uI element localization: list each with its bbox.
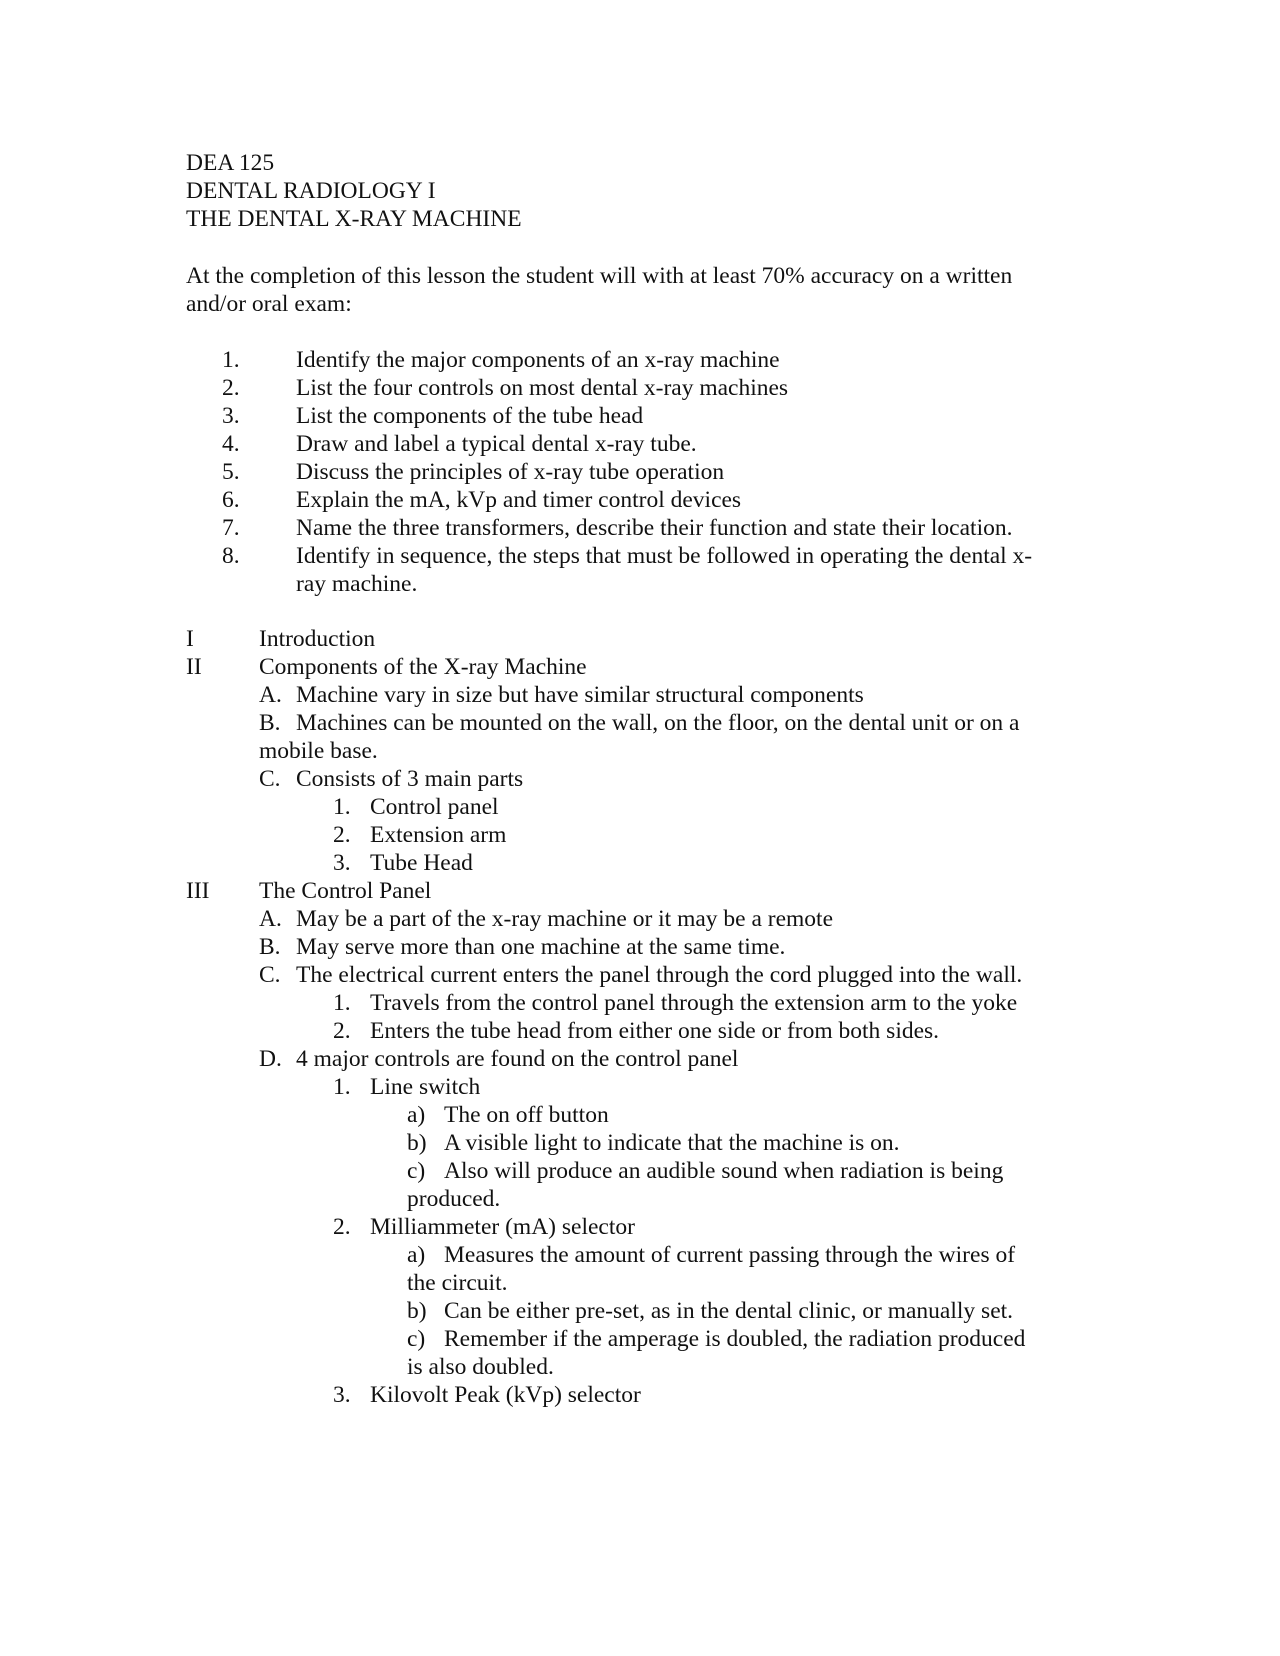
subitem-text: Enters the tube head from either one side or from both sides.	[370, 1018, 940, 1044]
item-label: D.	[259, 1046, 282, 1072]
section-number: I	[186, 626, 194, 652]
subsubitem-text-continued: produced.	[407, 1186, 501, 1212]
item-label: A.	[259, 906, 282, 932]
subitem-label: 2.	[333, 1018, 351, 1044]
item-label: A.	[259, 682, 282, 708]
subitem-label: 1.	[333, 794, 351, 820]
item-text-continued: mobile base.	[259, 738, 378, 764]
subsubitem-text: Also will produce an audible sound when radiation is being	[444, 1158, 1004, 1184]
subitem-text: Line switch	[370, 1074, 481, 1100]
objective-text-continued: ray machine.	[296, 571, 418, 597]
subsubitem-text: Remember if the amperage is doubled, the radiation produced	[444, 1326, 1026, 1352]
subitem-label: 2.	[333, 1214, 351, 1240]
objective-number: 1.	[222, 347, 240, 373]
subitem-label: 1.	[333, 1074, 351, 1100]
subsubitem-label: c)	[407, 1326, 426, 1352]
subsubitem-text: Measures the amount of current passing through the wires of	[444, 1242, 1016, 1268]
objective-text: Name the three transformers, describe their function and state their location.	[296, 515, 1013, 541]
item-label: C.	[259, 766, 281, 792]
course-code: DEA 125	[186, 150, 275, 176]
subsubitem-label: a)	[407, 1242, 426, 1268]
objective-number: 7.	[222, 515, 240, 541]
item-label: B.	[259, 934, 281, 960]
objective-text: Identify in sequence, the steps that must be followed in operating the dental x-	[296, 543, 1033, 569]
objective-number: 2.	[222, 375, 240, 401]
subitem-text: Tube Head	[370, 850, 473, 876]
item-text: May be a part of the x-ray machine or it may be a remote	[296, 906, 834, 932]
course-title: DENTAL RADIOLOGY I	[186, 178, 436, 204]
objective-text: List the four controls on most dental x-ray machines	[296, 375, 789, 401]
item-label: B.	[259, 710, 281, 736]
section-number: III	[186, 878, 210, 904]
item-text: Consists of 3 main parts	[296, 766, 524, 792]
subsubitem-label: b)	[407, 1130, 427, 1156]
objective-number: 6.	[222, 487, 240, 513]
subsubitem-label: b)	[407, 1298, 427, 1324]
item-text: Machine vary in size but have similar structural components	[296, 682, 864, 708]
subitem-label: 1.	[333, 990, 351, 1016]
section-title: The Control Panel	[259, 878, 432, 904]
objective-number: 3.	[222, 403, 240, 429]
section-title: Introduction	[259, 626, 376, 652]
objective-text: Explain the mA, kVp and timer control devices	[296, 487, 742, 513]
subsubitem-text-continued: the circuit.	[407, 1270, 508, 1296]
subsubitem-text: A visible light to indicate that the machine is on.	[444, 1130, 900, 1156]
subsubitem-label: c)	[407, 1158, 426, 1184]
objective-text: Draw and label a typical dental x-ray tube.	[296, 431, 697, 457]
item-label: C.	[259, 962, 281, 988]
item-text: May serve more than one machine at the same time.	[296, 934, 786, 960]
section-number: II	[186, 654, 202, 680]
subsubitem-text: The on off button	[444, 1102, 609, 1128]
objective-text: Identify the major components of an x-ray machine	[296, 347, 780, 373]
subitem-text: Extension arm	[370, 822, 507, 848]
objective-text: List the components of the tube head	[296, 403, 644, 429]
subsubitem-text: Can be either pre-set, as in the dental clinic, or manually set.	[444, 1298, 1014, 1324]
subitem-label: 3.	[333, 850, 351, 876]
subitem-label: 3.	[333, 1382, 351, 1408]
objective-number: 5.	[222, 459, 240, 485]
lesson-title: THE DENTAL X-RAY MACHINE	[186, 206, 522, 232]
objective-number: 4.	[222, 431, 240, 457]
section-title: Components of the X-ray Machine	[259, 654, 587, 680]
subitem-text: Control panel	[370, 794, 499, 820]
item-text: Machines can be mounted on the wall, on the floor, on the dental unit or on a	[296, 710, 1020, 736]
item-text: The electrical current enters the panel through the cord plugged into the wall.	[296, 962, 1023, 988]
intro-line-2: and/or oral exam:	[186, 291, 352, 317]
objective-number: 8.	[222, 543, 240, 569]
subsubitem-text-continued: is also doubled.	[407, 1354, 554, 1380]
subsubitem-label: a)	[407, 1102, 426, 1128]
subitem-text: Milliammeter (mA) selector	[370, 1214, 635, 1240]
subitem-label: 2.	[333, 822, 351, 848]
objective-text: Discuss the principles of x-ray tube operation	[296, 459, 725, 485]
subitem-text: Travels from the control panel through the extension arm to the yoke	[370, 990, 1018, 1016]
intro-line-1: At the completion of this lesson the student will with at least 70% accuracy on a written	[186, 263, 1013, 289]
subitem-text: Kilovolt Peak (kVp) selector	[370, 1382, 641, 1408]
item-text: 4 major controls are found on the control panel	[296, 1046, 739, 1072]
